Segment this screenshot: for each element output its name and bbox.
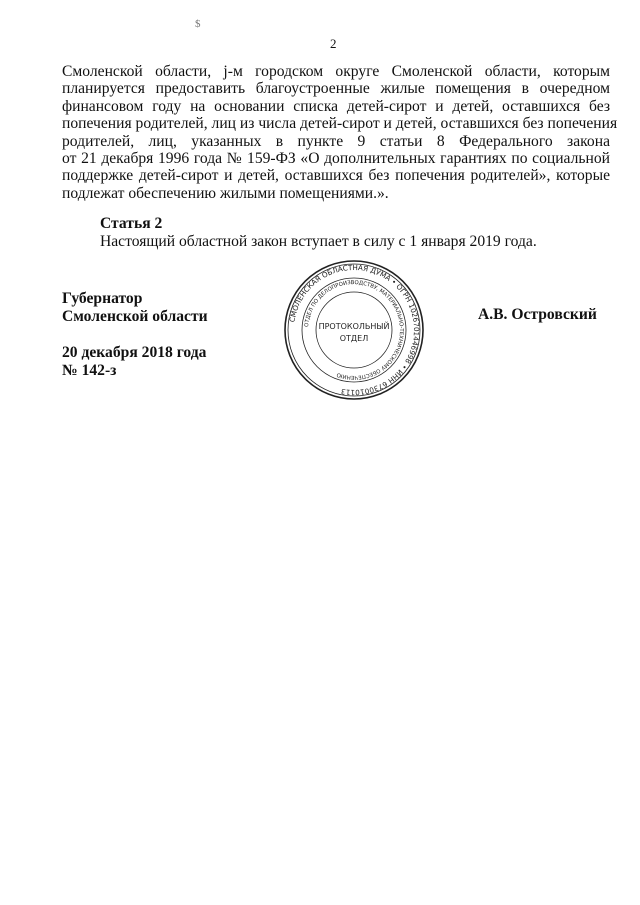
- position-line: Смоленской области: [62, 308, 208, 325]
- seal-center-line: ОТДЕЛ: [339, 334, 369, 343]
- body-line: от 21 декабря 1996 года № 159-ФЗ «О дополнительных гарантиях по социальной: [62, 150, 610, 168]
- official-seal: [283, 259, 425, 401]
- body-line: поддержке детей-сирот и детей, оставшихся без попечения родителей», которые: [62, 167, 610, 185]
- article-title: Статья 2: [100, 215, 163, 232]
- body-line: попечения родителей, лиц из числа детей-сирот и детей, оставшихся без попечения: [62, 115, 618, 133]
- signatory-name: А.В. Островский: [478, 306, 597, 323]
- page-number: 2: [330, 36, 337, 51]
- seal-graphic: [283, 259, 425, 401]
- top-handwritten-mark: $: [195, 18, 201, 30]
- seal-center-line: ПРОТОКОЛЬНЫЙ: [318, 322, 390, 331]
- seal-outer-text: СМОЛЕНСКАЯ ОБЛАСТНАЯ ДУМА • ОГРН 1026701446998 • ИНН 6730010113: [287, 262, 422, 398]
- position-line: Губернатор: [62, 290, 143, 307]
- article-text: Настоящий областной закон вступает в силу с 1 января 2019 года.: [100, 233, 537, 250]
- body-paragraph: [62, 63, 618, 202]
- body-line: планируется предоставить благоустроенные жилые помещения в очередном: [62, 80, 610, 98]
- law-number: № 142-з: [62, 362, 117, 379]
- seal-inner-text: ОТДЕЛ ПО ДЕЛОПРОИЗВОДСТВУ, МАТЕРИАЛЬНО-ТЕХНИЧЕСКОМУ ОБЕСПЕЧЕНИЮ: [304, 279, 405, 381]
- body-line: родителей, лиц, указанных в пункте 9 статьи 8 Федерального закона: [62, 132, 610, 150]
- body-line: Смоленской области, j-м городском округе Смоленской области, которым: [62, 63, 610, 80]
- body-line: подлежат обеспечению жилыми помещениями.».: [62, 184, 389, 202]
- law-date: 20 декабря 2018 года: [62, 344, 207, 361]
- body-line: финансовом году на основании списка детей-сирот и детей, оставшихся без: [62, 97, 610, 115]
- signatory-position: [62, 290, 208, 326]
- law-date-block: [62, 344, 206, 380]
